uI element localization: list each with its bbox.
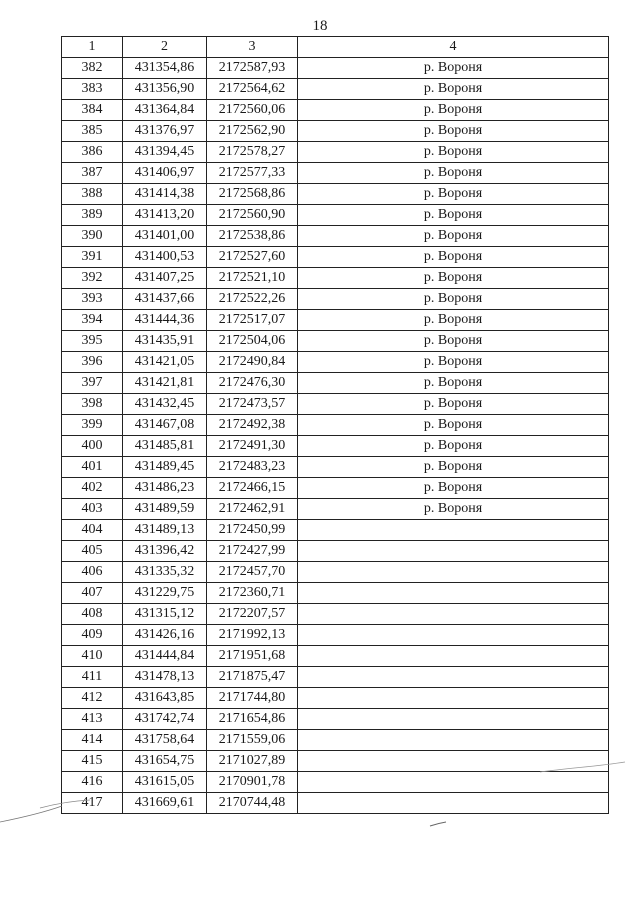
table-row [62, 499, 609, 520]
description-cell [298, 646, 609, 667]
coord-x-cell: 431489,45 [123, 457, 207, 478]
coord-x-cell: 431435,91 [123, 331, 207, 352]
coord-y-cell: 2172560,90 [207, 205, 298, 226]
coord-y-cell: 2172427,99 [207, 541, 298, 562]
description-cell: р. Вороня [298, 205, 609, 226]
description-cell: р. Вороня [298, 373, 609, 394]
coord-x-cell: 431421,05 [123, 352, 207, 373]
coord-y-cell: 2170901,78 [207, 772, 298, 793]
description-cell: р. Вороня [298, 226, 609, 247]
coord-y-cell: 2171951,68 [207, 646, 298, 667]
table-row [62, 604, 609, 625]
point-number-cell: 412 [62, 688, 123, 709]
coord-x-cell: 431414,38 [123, 184, 207, 205]
point-number-cell: 405 [62, 541, 123, 562]
table-body [62, 58, 609, 814]
point-number-cell: 389 [62, 205, 123, 226]
coord-x-cell: 431654,75 [123, 751, 207, 772]
point-number-cell: 403 [62, 499, 123, 520]
description-cell [298, 583, 609, 604]
coord-y-cell: 2172521,10 [207, 268, 298, 289]
coord-y-cell: 2172538,86 [207, 226, 298, 247]
description-cell: р. Вороня [298, 352, 609, 373]
description-cell: р. Вороня [298, 100, 609, 121]
coord-y-cell: 2172473,57 [207, 394, 298, 415]
coord-y-cell: 2172492,38 [207, 415, 298, 436]
description-cell [298, 688, 609, 709]
page-number: 18 [312, 18, 328, 34]
description-cell [298, 541, 609, 562]
coord-x-cell: 431643,85 [123, 688, 207, 709]
table-row [62, 646, 609, 667]
table-row [62, 142, 609, 163]
table-row [62, 247, 609, 268]
coord-y-cell: 2172476,30 [207, 373, 298, 394]
table-row [62, 184, 609, 205]
coord-x-cell: 431407,25 [123, 268, 207, 289]
header-col-2: 2 [123, 37, 207, 58]
point-number-cell: 383 [62, 79, 123, 100]
coord-y-cell: 2172562,90 [207, 121, 298, 142]
description-cell: р. Вороня [298, 310, 609, 331]
point-number-cell: 413 [62, 709, 123, 730]
description-cell: р. Вороня [298, 268, 609, 289]
description-cell: р. Вороня [298, 247, 609, 268]
point-number-cell: 411 [62, 667, 123, 688]
point-number-cell: 415 [62, 751, 123, 772]
table-row [62, 373, 609, 394]
table-row [62, 793, 609, 814]
description-cell [298, 520, 609, 541]
description-cell: р. Вороня [298, 331, 609, 352]
description-cell [298, 709, 609, 730]
description-cell: р. Вороня [298, 142, 609, 163]
point-number-cell: 406 [62, 562, 123, 583]
point-number-cell: 384 [62, 100, 123, 121]
point-number-cell: 402 [62, 478, 123, 499]
coord-y-cell: 2172517,07 [207, 310, 298, 331]
description-cell: р. Вороня [298, 478, 609, 499]
coordinates-table [61, 36, 609, 814]
coord-x-cell: 431401,00 [123, 226, 207, 247]
coord-x-cell: 431421,81 [123, 373, 207, 394]
description-cell [298, 667, 609, 688]
point-number-cell: 414 [62, 730, 123, 751]
coord-x-cell: 431467,08 [123, 415, 207, 436]
coord-y-cell: 2170744,48 [207, 793, 298, 814]
table-row [62, 709, 609, 730]
table-row [62, 688, 609, 709]
coord-x-cell: 431669,61 [123, 793, 207, 814]
coord-y-cell: 2172207,57 [207, 604, 298, 625]
table-row [62, 163, 609, 184]
table-row [62, 415, 609, 436]
table-row [62, 394, 609, 415]
coord-y-cell: 2172564,62 [207, 79, 298, 100]
coord-x-cell: 431396,42 [123, 541, 207, 562]
coord-x-cell: 431489,13 [123, 520, 207, 541]
coord-y-cell: 2171654,86 [207, 709, 298, 730]
coord-x-cell: 431335,32 [123, 562, 207, 583]
description-cell: р. Вороня [298, 289, 609, 310]
description-cell: р. Вороня [298, 415, 609, 436]
point-number-cell: 395 [62, 331, 123, 352]
coord-x-cell: 431489,59 [123, 499, 207, 520]
coord-x-cell: 431444,84 [123, 646, 207, 667]
table-row [62, 772, 609, 793]
table-row [62, 625, 609, 646]
point-number-cell: 388 [62, 184, 123, 205]
coord-x-cell: 431400,53 [123, 247, 207, 268]
point-number-cell: 401 [62, 457, 123, 478]
point-number-cell: 394 [62, 310, 123, 331]
point-number-cell: 417 [62, 793, 123, 814]
coord-x-cell: 431356,90 [123, 79, 207, 100]
description-cell: р. Вороня [298, 436, 609, 457]
coord-y-cell: 2171992,13 [207, 625, 298, 646]
description-cell [298, 625, 609, 646]
table-row [62, 667, 609, 688]
coord-x-cell: 431376,97 [123, 121, 207, 142]
coord-x-cell: 431437,66 [123, 289, 207, 310]
point-number-cell: 409 [62, 625, 123, 646]
point-number-cell: 407 [62, 583, 123, 604]
point-number-cell: 399 [62, 415, 123, 436]
coord-y-cell: 2172577,33 [207, 163, 298, 184]
coord-y-cell: 2172483,23 [207, 457, 298, 478]
description-cell [298, 772, 609, 793]
point-number-cell: 386 [62, 142, 123, 163]
coord-y-cell: 2172457,70 [207, 562, 298, 583]
coord-y-cell: 2172462,91 [207, 499, 298, 520]
coord-y-cell: 2172560,06 [207, 100, 298, 121]
coord-x-cell: 431394,45 [123, 142, 207, 163]
description-cell [298, 793, 609, 814]
table-row [62, 583, 609, 604]
table-row [62, 226, 609, 247]
table-row [62, 331, 609, 352]
coord-y-cell: 2172587,93 [207, 58, 298, 79]
point-number-cell: 391 [62, 247, 123, 268]
coord-y-cell: 2171027,89 [207, 751, 298, 772]
description-cell: р. Вороня [298, 499, 609, 520]
description-cell: р. Вороня [298, 184, 609, 205]
point-number-cell: 408 [62, 604, 123, 625]
table-row [62, 541, 609, 562]
coord-y-cell: 2171559,06 [207, 730, 298, 751]
coord-y-cell: 2171875,47 [207, 667, 298, 688]
point-number-cell: 393 [62, 289, 123, 310]
coord-x-cell: 431406,97 [123, 163, 207, 184]
point-number-cell: 387 [62, 163, 123, 184]
coord-y-cell: 2172522,26 [207, 289, 298, 310]
table-row [62, 436, 609, 457]
table-row [62, 100, 609, 121]
coord-x-cell: 431432,45 [123, 394, 207, 415]
description-cell: р. Вороня [298, 121, 609, 142]
table-row [62, 310, 609, 331]
description-cell [298, 730, 609, 751]
coord-y-cell: 2172490,84 [207, 352, 298, 373]
coord-x-cell: 431229,75 [123, 583, 207, 604]
point-number-cell: 404 [62, 520, 123, 541]
coord-y-cell: 2172578,27 [207, 142, 298, 163]
coord-y-cell: 2172450,99 [207, 520, 298, 541]
table-header [62, 37, 609, 58]
description-cell: р. Вороня [298, 79, 609, 100]
coord-x-cell: 431742,74 [123, 709, 207, 730]
table-row [62, 352, 609, 373]
description-cell: р. Вороня [298, 394, 609, 415]
description-cell: р. Вороня [298, 163, 609, 184]
header-col-4: 4 [298, 37, 609, 58]
coord-y-cell: 2172568,86 [207, 184, 298, 205]
point-number-cell: 398 [62, 394, 123, 415]
coord-x-cell: 431364,84 [123, 100, 207, 121]
point-number-cell: 396 [62, 352, 123, 373]
table-row [62, 205, 609, 226]
coord-x-cell: 431413,20 [123, 205, 207, 226]
coord-x-cell: 431315,12 [123, 604, 207, 625]
table-row [62, 478, 609, 499]
coord-y-cell: 2172466,15 [207, 478, 298, 499]
description-cell [298, 751, 609, 772]
header-col-3: 3 [207, 37, 298, 58]
header-col-1: 1 [62, 37, 123, 58]
table-row [62, 289, 609, 310]
coord-y-cell: 2172360,71 [207, 583, 298, 604]
point-number-cell: 400 [62, 436, 123, 457]
point-number-cell: 416 [62, 772, 123, 793]
description-cell: р. Вороня [298, 58, 609, 79]
point-number-cell: 410 [62, 646, 123, 667]
coord-y-cell: 2171744,80 [207, 688, 298, 709]
coord-x-cell: 431758,64 [123, 730, 207, 751]
coord-y-cell: 2172504,06 [207, 331, 298, 352]
table-row [62, 520, 609, 541]
point-number-cell: 385 [62, 121, 123, 142]
coord-y-cell: 2172527,60 [207, 247, 298, 268]
table-row [62, 751, 609, 772]
description-cell: р. Вороня [298, 457, 609, 478]
coord-x-cell: 431478,13 [123, 667, 207, 688]
table-row [62, 562, 609, 583]
coord-x-cell: 431485,81 [123, 436, 207, 457]
table-row [62, 268, 609, 289]
point-number-cell: 390 [62, 226, 123, 247]
coord-x-cell: 431444,36 [123, 310, 207, 331]
table-row [62, 457, 609, 478]
table-row [62, 121, 609, 142]
coord-x-cell: 431615,05 [123, 772, 207, 793]
table-row [62, 58, 609, 79]
table-row [62, 730, 609, 751]
point-number-cell: 392 [62, 268, 123, 289]
description-cell [298, 604, 609, 625]
description-cell [298, 562, 609, 583]
table-row [62, 79, 609, 100]
coord-x-cell: 431486,23 [123, 478, 207, 499]
point-number-cell: 382 [62, 58, 123, 79]
coord-x-cell: 431354,86 [123, 58, 207, 79]
coord-x-cell: 431426,16 [123, 625, 207, 646]
header-row [62, 37, 609, 58]
coord-y-cell: 2172491,30 [207, 436, 298, 457]
point-number-cell: 397 [62, 373, 123, 394]
